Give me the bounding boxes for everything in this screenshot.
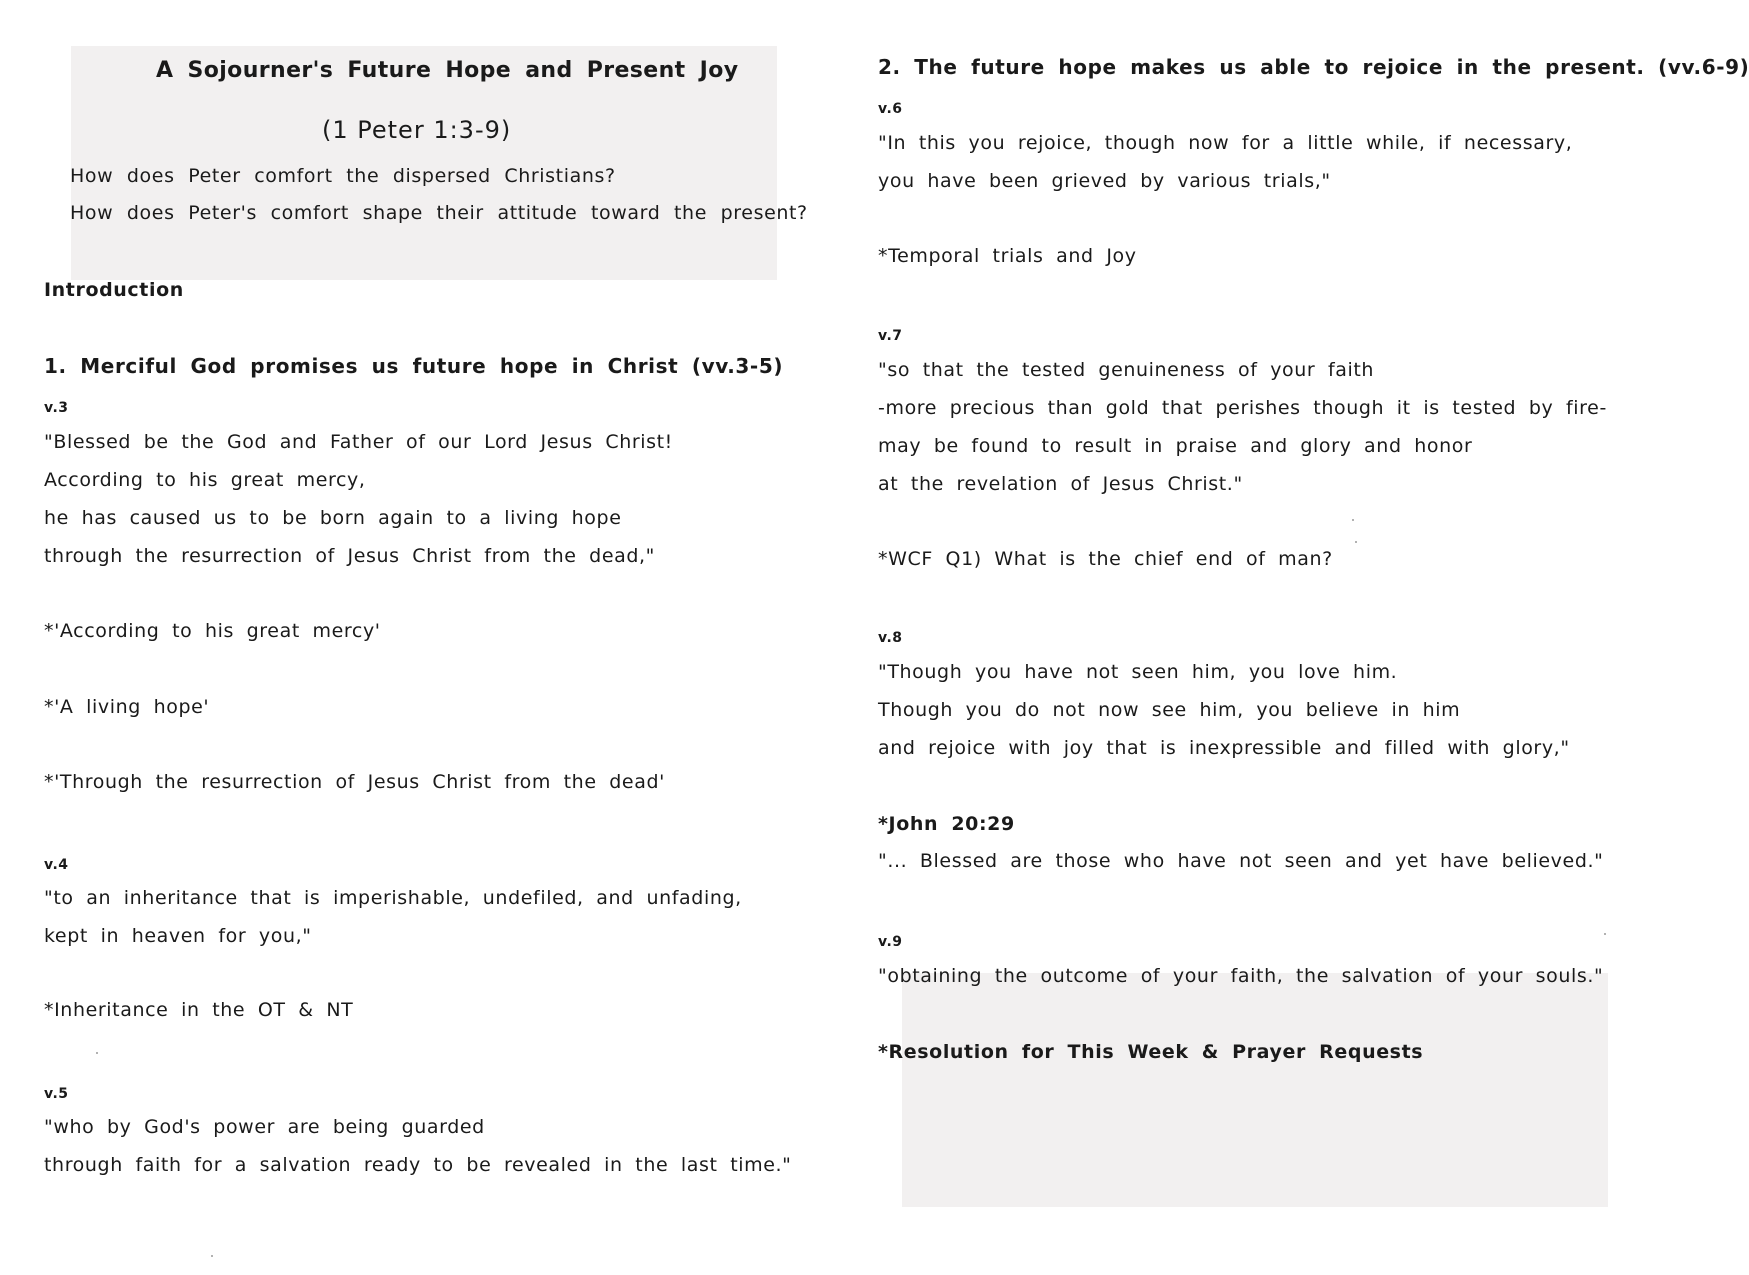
verse-3-line-3: he has caused us to be born again to a living hope <box>44 507 622 529</box>
verse-8-line-1: "Though you have not seen him, you love him. <box>878 661 1398 683</box>
verse-4-note: *Inheritance in the OT & NT <box>44 999 354 1021</box>
section-2-heading: 2. The future hope makes us able to rejoice in the present. (vv.6-9) <box>878 55 1749 79</box>
question-1: How does Peter comfort the dispersed Christians? <box>70 165 616 187</box>
verse-4-line-2: kept in heaven for you," <box>44 925 312 947</box>
verse-5-label: v.5 <box>44 1086 69 1102</box>
notes-box-background <box>902 973 1608 1207</box>
verse-6-note: *Temporal trials and Joy <box>878 245 1137 267</box>
verse-4-label: v.4 <box>44 857 69 873</box>
scan-speck <box>211 1255 213 1257</box>
verse-7-line-2: -more precious than gold that perishes though it is tested by fire- <box>878 397 1607 419</box>
verse-8-line-2: Though you do not now see him, you believe in him <box>878 699 1461 721</box>
scan-speck <box>1352 519 1354 521</box>
verse-5-line-1: "who by God's power are being guarded <box>44 1116 485 1138</box>
section-1-heading: 1. Merciful God promises us future hope in Christ (vv.3-5) <box>44 354 784 378</box>
verse-9-label: v.9 <box>878 934 903 950</box>
john-reference: *John 20:29 <box>878 813 1015 835</box>
verse-3-line-2: According to his great mercy, <box>44 469 366 491</box>
scan-speck <box>96 1052 98 1054</box>
question-2: How does Peter's comfort shape their attitude toward the present? <box>70 202 808 224</box>
verse-3-label: v.3 <box>44 400 69 416</box>
verse-7-note: *WCF Q1) What is the chief end of man? <box>878 548 1333 570</box>
verse-3-line-4: through the resurrection of Jesus Christ from the dead," <box>44 545 656 567</box>
verse-5-line-2: through faith for a salvation ready to be revealed in the last time." <box>44 1154 792 1176</box>
verse-3-line-1: "Blessed be the God and Father of our Lord Jesus Christ! <box>44 431 673 453</box>
verse-3-note-1: *'According to his great mercy' <box>44 620 381 642</box>
verse-3-note-2: *'A living hope' <box>44 696 210 718</box>
verse-7-line-3: may be found to result in praise and glory and honor <box>878 435 1473 457</box>
verse-9-line-1: "obtaining the outcome of your faith, the salvation of your souls." <box>878 965 1604 987</box>
scan-speck <box>1355 541 1357 543</box>
verse-7-line-4: at the revelation of Jesus Christ." <box>878 473 1243 495</box>
verse-8-line-3: and rejoice with joy that is inexpressible and filled with glory," <box>878 737 1570 759</box>
introduction-heading: Introduction <box>44 279 184 301</box>
verse-8-label: v.8 <box>878 630 903 646</box>
scripture-reference: (1 Peter 1:3-9) <box>322 116 512 144</box>
scan-speck <box>1604 933 1606 935</box>
verse-4-line-1: "to an inheritance that is imperishable, undefiled, and unfading, <box>44 887 742 909</box>
john-quote: "... Blessed are those who have not seen and yet have believed." <box>878 850 1604 872</box>
verse-7-label: v.7 <box>878 328 903 344</box>
resolution-heading: *Resolution for This Week & Prayer Requests <box>878 1041 1424 1063</box>
page-title: A Sojourner's Future Hope and Present Joy <box>156 58 739 83</box>
verse-7-line-1: "so that the tested genuineness of your faith <box>878 359 1375 381</box>
verse-3-note-3: *'Through the resurrection of Jesus Christ from the dead' <box>44 771 665 793</box>
verse-6-label: v.6 <box>878 101 903 117</box>
verse-6-line-2: you have been grieved by various trials," <box>878 170 1331 192</box>
verse-6-line-1: "In this you rejoice, though now for a little while, if necessary, <box>878 132 1573 154</box>
